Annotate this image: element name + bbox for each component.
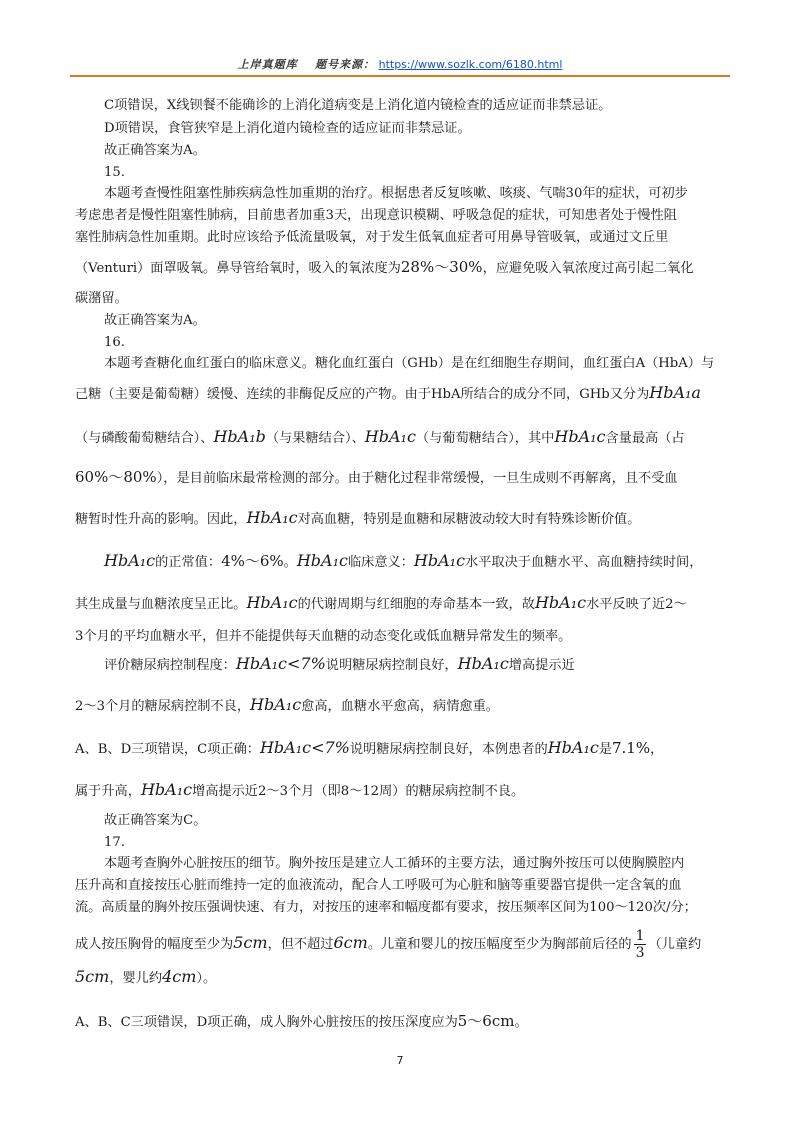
math-expr: HbA₁c — [457, 654, 509, 673]
question-number: 16. — [104, 335, 125, 350]
text-span: 评价糖尿病控制程度： — [104, 658, 236, 673]
text-line — [75, 1012, 528, 1032]
math-expr: HbA₁c — [364, 427, 416, 446]
text-line — [75, 928, 701, 961]
math-expr: HbA₁c<7% — [235, 654, 326, 673]
math-expr: HbA₁c — [554, 427, 606, 446]
math-expr: 4cm — [162, 967, 197, 986]
question-number: 15. — [104, 165, 125, 180]
text-line — [75, 968, 216, 988]
text-span: （与果糖结合）、 — [265, 431, 365, 446]
text-span: （与葡萄糖结合），其中 — [415, 431, 555, 446]
math-expr: 5cm — [75, 967, 110, 986]
text-span: 说明糖尿病控制良好，本例患者的 — [349, 742, 548, 757]
fraction-numerator: 1 — [635, 928, 645, 944]
text-line: 本题考查慢性阻塞性肺疾病急性加重期的治疗。根据患者反复咳嗽、咳痰、气喘30年的症状，可初步 — [104, 186, 688, 201]
text-line: 故正确答案为A。 — [104, 313, 206, 328]
text-line: C项错误，X线钡餐不能确诊的上消化道病变是上消化道内镜检查的适应证而非禁忌证。 — [104, 98, 612, 113]
math-expr: HbA₁c — [140, 780, 193, 799]
header-link[interactable]: https://www.sozlk.com/6180.html — [378, 58, 563, 71]
text-span: ，应避免吸入氧浓度过高引起二氧化 — [482, 261, 694, 276]
text-span: 。 — [283, 555, 297, 570]
text-span: ，婴儿约 — [109, 971, 163, 986]
text-span: 己糖（主要是葡萄糖）缓慢、连续的非酶促反应的产物。由于HbA所结合的成分不同，GHb又分为 — [75, 387, 650, 402]
text-span: ），是目前临床最常检测的部分。由于糖化过程非常缓慢，一旦生成则不再解离，且不受血 — [156, 471, 678, 486]
text-line: 本题考查胸外心脏按压的细节。胸外按压是建立人工循环的主要方法，通过胸外按压可以使胸膜腔内 — [104, 856, 685, 871]
math-expr: 5～6cm — [457, 1012, 515, 1030]
text-span: （与磷酸葡萄糖结合）、 — [75, 431, 214, 446]
page-number: 7 — [396, 1054, 404, 1067]
text-span: 愈高，血糖水平愈高，病情愈重。 — [301, 699, 499, 714]
text-span: 的代谢周期与红细胞的寿命基本一致，故 — [297, 597, 535, 612]
text-line — [75, 594, 687, 614]
math-expr: HbA₁c — [413, 551, 466, 570]
text-span: A、B、C三项错误，D项正确，成人胸外心脏按压的按压深度应为 — [75, 1015, 458, 1030]
math-expr: 4%～6% — [221, 552, 284, 570]
text-span: 其生成量与血糖浓度呈正比。 — [75, 597, 247, 612]
text-line: D项错误，食管狭窄是上消化道内镜检查的适应证而非禁忌证。 — [104, 121, 471, 136]
text-line: 碳潴留。 — [75, 291, 128, 306]
text-span: 。 — [514, 1015, 528, 1030]
text-span: （Venturi）面罩吸氧。鼻导管给氧时，吸入的氧浓度为 — [75, 261, 401, 276]
text-span: 糖暂时性升高的影响。因此， — [75, 512, 247, 527]
math-expr: HbA₁c — [547, 738, 599, 757]
text-line: 故正确答案为C。 — [104, 813, 207, 828]
text-line: 本题考查糖化血红蛋白的临床意义。糖化血红蛋白（GHb）是在红细胞生存期间，血红蛋白A（HbA）与 — [104, 356, 715, 371]
text-line — [75, 781, 524, 801]
math-expr: HbA₁c — [246, 593, 298, 612]
text-line — [75, 258, 694, 278]
text-span: 临床意义： — [347, 555, 414, 570]
math-expr: HbA₁c<7% — [259, 738, 350, 757]
text-span: 属于升高， — [75, 784, 141, 799]
math-expr: HbA₁c — [250, 695, 302, 714]
text-span: 增高提示近2～3个月（即8～12周）的糖尿病控制不良。 — [192, 784, 525, 799]
text-span: （儿童约 — [648, 937, 702, 952]
text-line — [75, 384, 701, 404]
text-span: 水平取决于血糖水平、高血糖持续时间， — [465, 555, 703, 570]
text-line: 3个月的平均血糖水平，但并不能提供每天血糖的动态变化或低血糖异常发生的频率。 — [75, 629, 572, 644]
text-line — [75, 739, 663, 759]
math-expr: 28%～30% — [400, 258, 483, 276]
text-span: 2～3个月的糖尿病控制不良， — [75, 699, 251, 714]
math-expr: HbA₁b — [213, 427, 266, 446]
math-expr: HbA₁c — [104, 551, 156, 570]
math-expr: HbA₁a — [649, 383, 701, 402]
question-number: 17. — [104, 835, 125, 850]
text-span: 含量最高（占 — [605, 431, 685, 446]
math-expr: 5cm — [233, 933, 268, 952]
text-span: ）。 — [196, 971, 217, 986]
text-line — [75, 509, 640, 529]
text-line — [75, 468, 678, 488]
text-span: 。儿童和婴儿的按压幅度至少为胸部前后径的 — [367, 937, 632, 952]
text-line — [104, 655, 575, 675]
text-span: 说明糖尿病控制良好， — [325, 658, 458, 673]
text-line: 考虑患者是慢性阻塞性肺病，目前患者加重3天，出现意识模糊、呼吸急促的症状，可知患者处于慢性阻 — [75, 208, 677, 223]
header-divider — [70, 75, 730, 77]
math-expr: HbA₁c — [296, 551, 348, 570]
text-line: 塞性肺病急性加重期。此时应该给予低流量吸氧，对于发生低氧血症者可用鼻导管吸氧，或通过文丘里 — [75, 230, 669, 245]
text-line — [75, 696, 499, 716]
text-line: 流。高质量的胸外按压强调快速、有力，对按压的速率和幅度都有要求，按压频率区间为100～120次/分； — [75, 900, 697, 915]
header-label: 上岸真题库 — [237, 58, 298, 71]
text-line — [104, 552, 702, 572]
text-span: 成人按压胸骨的幅度至少为 — [75, 937, 234, 952]
text-span: 水平反映了近2～ — [586, 597, 687, 612]
math-expr: HbA₁c — [246, 508, 298, 527]
fraction-denominator: 3 — [635, 945, 645, 961]
text-span: 的正常值： — [155, 555, 222, 570]
text-span: ， — [650, 742, 664, 757]
math-expr: 7.1% — [612, 739, 651, 757]
header-source-label: 题号来源： — [315, 58, 376, 71]
text-line: 故正确答案为A。 — [104, 143, 206, 158]
text-span: 增高提示近 — [508, 658, 575, 673]
math-expr: HbA₁c — [534, 593, 587, 612]
text-span: 对高血糖，特别是血糖和尿糖波动较大时有特殊诊断价值。 — [297, 512, 641, 527]
math-expr: 60%～80% — [75, 468, 157, 486]
text-span: A、B、D三项错误，C项正确： — [75, 742, 260, 757]
text-span: ，但不超过 — [267, 937, 334, 952]
math-expr: 6cm — [333, 933, 368, 952]
text-line: 压升高和直接按压心脏而维持一定的血液流动，配合人工呼吸可为心脏和脑等重要器官提供一定含氧的血 — [75, 878, 682, 893]
fraction — [634, 928, 647, 961]
text-span: 是 — [598, 742, 612, 757]
text-line — [75, 428, 685, 448]
